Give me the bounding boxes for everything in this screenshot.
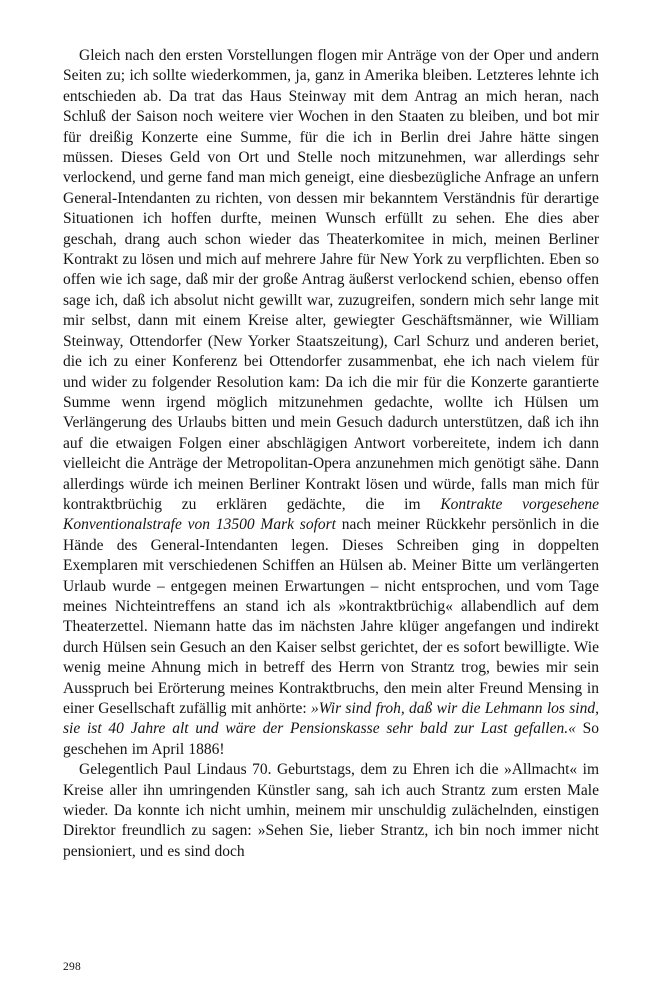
body-text [63,46,599,862]
italic-text-run: Kontrakte vorgesehene Konventionalstrafe von 13500 Mark sofort [63,495,599,534]
paragraph [63,760,599,862]
paragraph [63,46,599,760]
text-run: So geschehen im April 1886! [63,720,599,758]
text-run: Gelegentlich Paul Lindaus 70. Geburtstags, dem zu Ehren ich die »Allmacht« im Kreise aller ihn umringenden Künstler sang, sah ich auch Strantz zum ersten Male wieder. Da konnte ich nicht umhin, meinem mir unschuldig zulächelnden, einstigen Direktor freundlich zu sagen: »Sehen Sie, lieber Strantz, ich bin noch immer nicht pensioniert, und es sind doch [63,761,599,860]
page-number: 298 [63,961,81,973]
text-run: nach meiner Rückkehr persönlich in die Hände des General-Intendanten legen. Dieses Schreiben ging in doppelten Exemplaren mit verschiedenen Schiffen an Hülsen ab. Meiner Bitte um verlängerten Urlaub wurde – entgegen meinen Erwartungen – nicht entsprochen, und vom Tage meines Nichteintreffens an stand ich als »kontraktbrüchig« allabendlich auf dem Theaterzettel. Niemann hatte das im nächsten Jahre klüger angefangen und indirekt durch Hülsen sein Gesuch an den Kaiser selbst gerichtet, der es sofort bewilligte. Wie wenig meine Ahnung mich in betreff des Herrn von Strantz trog, bewies mir sein Ausspruch bei Erörterung meines Kontraktbruchs, den mein alter Freund Mensing in einer Gesellschaft zufällig mit anhörte: [63,516,599,717]
italic-text-run: »Wir sind froh, daß wir die Lehmann los sind, sie ist 40 Jahre alt und wäre der Pensionskasse sehr bald zur Last gefallen.« [63,700,599,738]
text-run: Gleich nach den ersten Vorstellungen flogen mir Anträge von der Oper und andern Seiten zu; ich sollte wiederkommen, ja, ganz in Amerika bleiben. Letzteres lehnte ich entschieden ab. Da trat das Haus Steinway mit dem Antrag an mich heran, nach Schluß der Saison noch weitere vier Wochen in den Staaten zu bleiben, und bot mir für dreißig Konzerte eine Summe, für die ich in Berlin drei Jahre hätte singen müssen. Dieses Geld von Ort und Stelle noch mitzunehmen, war allerdings sehr verlockend, und gerne fand man mich geneigt, eine diesbezügliche Anfrage an unfern General-Intendanten zu richten, von dessen mir bekanntem Verständnis für derartige Situationen ich hoffen durfte, meinen Wunsch erfüllt zu sehen. Ehe dies aber geschah, drang auch schon wieder das Theaterkomitee in mich, meinen Berliner Kontrakt zu lösen und mich auf mehrere Jahre für New York zu verpflichten. Eben so offen wie ich sage, daß mir der große Antrag äußerst verlockend schien, ebenso offen sage ich, daß ich absolut nicht gewillt war, zuzugreifen, sondern mich sehr lange mit mir selbst, dann mit einem Kreise alter, gewiegter Geschäftsmänner, wie William Steinway, Ottendorfer (New Yorker Staatszeitung), Carl Schurz und anderen beriet, die ich zu einer Konferenz bei Ottendorfer zusammenbat, ehe ich nach vielem für und wider zu folgender Resolution kam: Da ich die mir für die Konzerte garantierte Summe wenn irgend möglich mitzunehmen gedachte, wollte ich Hülsen um Verlängerung des Urlaubs bitten und mein Gesuch dadurch unterstützen, daß ich ihn auf die etwaigen Folgen einer abschlägigen Antwort vorbereitete, indem ich dann vielleicht die Anträge der Metropolitan-Opera anzunehmen mich genötigt sähe. Dann allerdings würde ich meinen Berliner Kontrakt lösen und würde, falls man mich für kontraktbrüchig zu erklären gedächte, die im [63,47,599,513]
